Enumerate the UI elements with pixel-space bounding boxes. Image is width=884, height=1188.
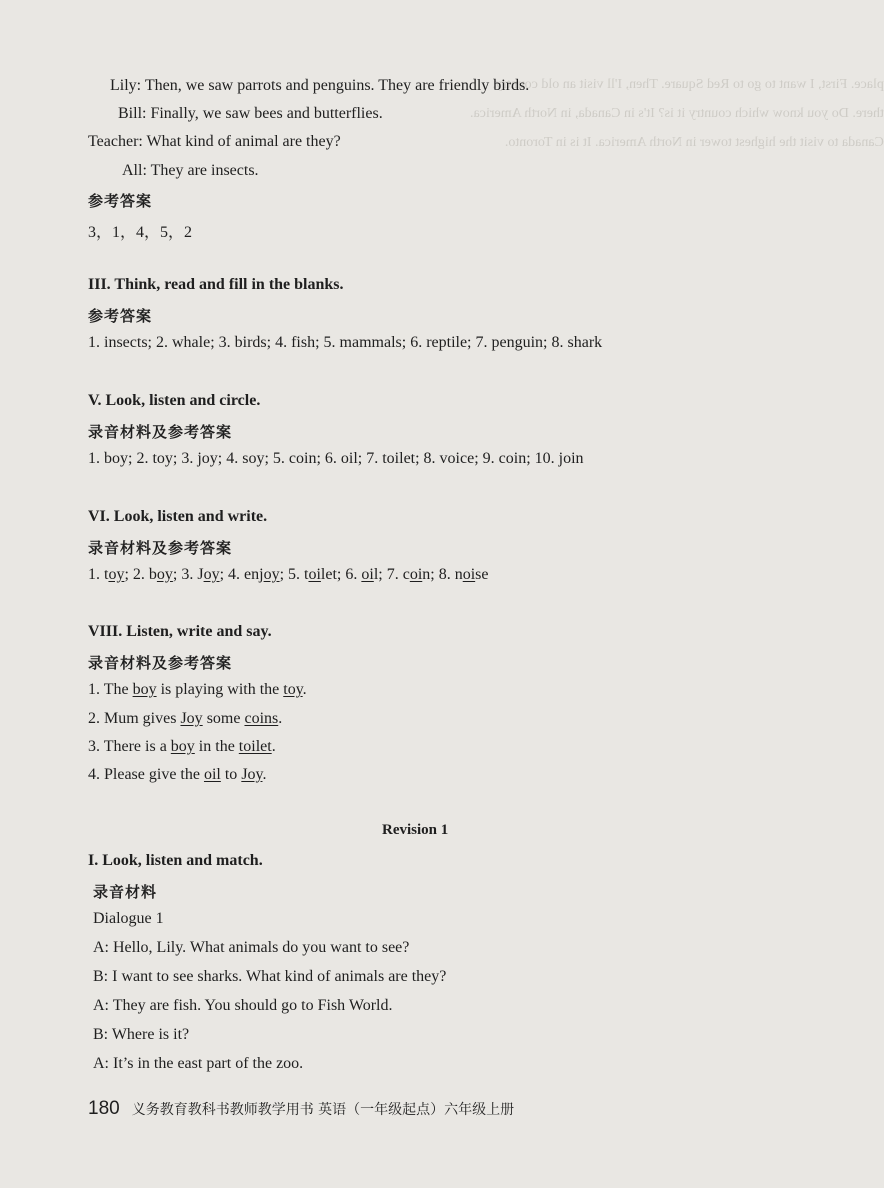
sentence: [88, 710, 282, 728]
underlined-word: toilet: [238, 738, 272, 755]
text-run: .: [271, 738, 276, 755]
underlined-letters: oi: [462, 566, 476, 583]
sentence: [88, 738, 276, 756]
bleed-line: Canada to visit the highest tower in North America. It is in Toronto.: [504, 135, 884, 150]
text-run: 1. The: [88, 681, 133, 698]
dialogue-line: Lily: Then, we saw parrots and penguins. They are friendly birds.: [110, 77, 530, 94]
underlined-word: Joy: [241, 766, 263, 783]
answer-label: 录音材料及参考答案: [88, 423, 233, 441]
sentence: [88, 681, 307, 699]
text-run: ; 3. J: [172, 566, 204, 583]
text-run: 3. There is a: [88, 738, 171, 755]
section-heading: VI. Look, listen and write.: [88, 508, 268, 525]
page-number: 180: [88, 1098, 120, 1119]
text-run: is playing with the: [156, 681, 284, 698]
underlined-word: boy: [132, 681, 157, 698]
section-heading: VIII. Listen, write and say.: [88, 623, 272, 640]
text-run: .: [302, 681, 307, 698]
underlined-letters: oi: [308, 566, 321, 583]
underlined-letters: oy: [156, 566, 173, 583]
answer-label: 参考答案: [88, 307, 153, 325]
dialogue-line: B: Where is it?: [93, 1026, 190, 1043]
text-run: ; 4. enj: [219, 566, 264, 583]
bleed-through-text: [470, 70, 884, 157]
text-run: to: [220, 766, 242, 783]
text-run: some: [202, 710, 245, 727]
bleed-line: place. First, I want to go to Red Square. Then, I'll visit an old country.: [492, 77, 884, 92]
text-run: se: [475, 566, 489, 583]
dialogue-title: Dialogue 1: [93, 910, 164, 927]
answer-label: 参考答案: [88, 192, 153, 210]
text-run: 4. Please give the: [88, 766, 204, 783]
underlined-word: toy: [283, 681, 303, 698]
underlined-letters: oy: [108, 566, 125, 583]
book-title: 义务教育教科书教师教学用书 英语（一年级起点）六年级上册: [131, 1102, 515, 1118]
section-heading: V. Look, listen and circle.: [88, 392, 261, 409]
underlined-letters: oy: [203, 566, 220, 583]
answer-line: [88, 566, 489, 584]
answer-line: 1. insects; 2. whale; 3. birds; 4. fish; 5. mammals; 6. reptile; 7. penguin; 8. shark: [88, 334, 603, 351]
sentence: [88, 766, 267, 784]
text-run: in the: [194, 738, 239, 755]
text-run: 1. t: [88, 566, 109, 583]
material-label: 录音材料: [93, 883, 158, 901]
answer-sequence: 3，1，4，5，2: [88, 224, 193, 241]
dialogue-line: All: They are insects.: [122, 162, 259, 179]
underlined-letters: oy: [263, 566, 280, 583]
text-run: let; 6.: [320, 566, 362, 583]
text-run: 2. Mum gives: [88, 710, 181, 727]
underlined-word: oil: [203, 766, 221, 783]
dialogue-line: B: I want to see sharks. What kind of animals are they?: [93, 968, 447, 985]
page-footer: [88, 1098, 514, 1120]
dialogue-line: Bill: Finally, we saw bees and butterflies.: [118, 105, 383, 122]
dialogue-line: A: They are fish. You should go to Fish World.: [93, 997, 393, 1014]
text-run: .: [278, 710, 283, 727]
text-run: ; 5. t: [279, 566, 309, 583]
bleed-line: there. Do you know which country it is? It's in Canada, in North America.: [470, 106, 884, 121]
underlined-word: boy: [170, 738, 195, 755]
answer-line: 1. boy; 2. toy; 3. joy; 4. soy; 5. coin; 6. oil; 7. toilet; 8. voice; 9. coin; 10. join: [88, 450, 584, 467]
dialogue-line: Teacher: What kind of animal are they?: [88, 133, 341, 150]
answer-label: 录音材料及参考答案: [88, 539, 233, 557]
dialogue-line: A: Hello, Lily. What animals do you want to see?: [93, 939, 410, 956]
underlined-word: Joy: [180, 710, 203, 727]
text-run: .: [262, 766, 267, 783]
dialogue-line: A: It’s in the east part of the zoo.: [93, 1055, 304, 1072]
text-run: l; 7. c: [373, 566, 410, 583]
revision-title: Revision 1: [382, 822, 449, 838]
text-run: ; 2. b: [124, 566, 157, 583]
text-run: n; 8. n: [422, 566, 463, 583]
section-heading: I. Look, listen and match.: [88, 852, 263, 869]
section-heading: III. Think, read and fill in the blanks.: [88, 276, 344, 293]
underlined-letters: oi: [361, 566, 374, 583]
underlined-letters: oi: [409, 566, 423, 583]
answer-label: 录音材料及参考答案: [88, 654, 233, 672]
underlined-word: coins: [244, 710, 279, 727]
